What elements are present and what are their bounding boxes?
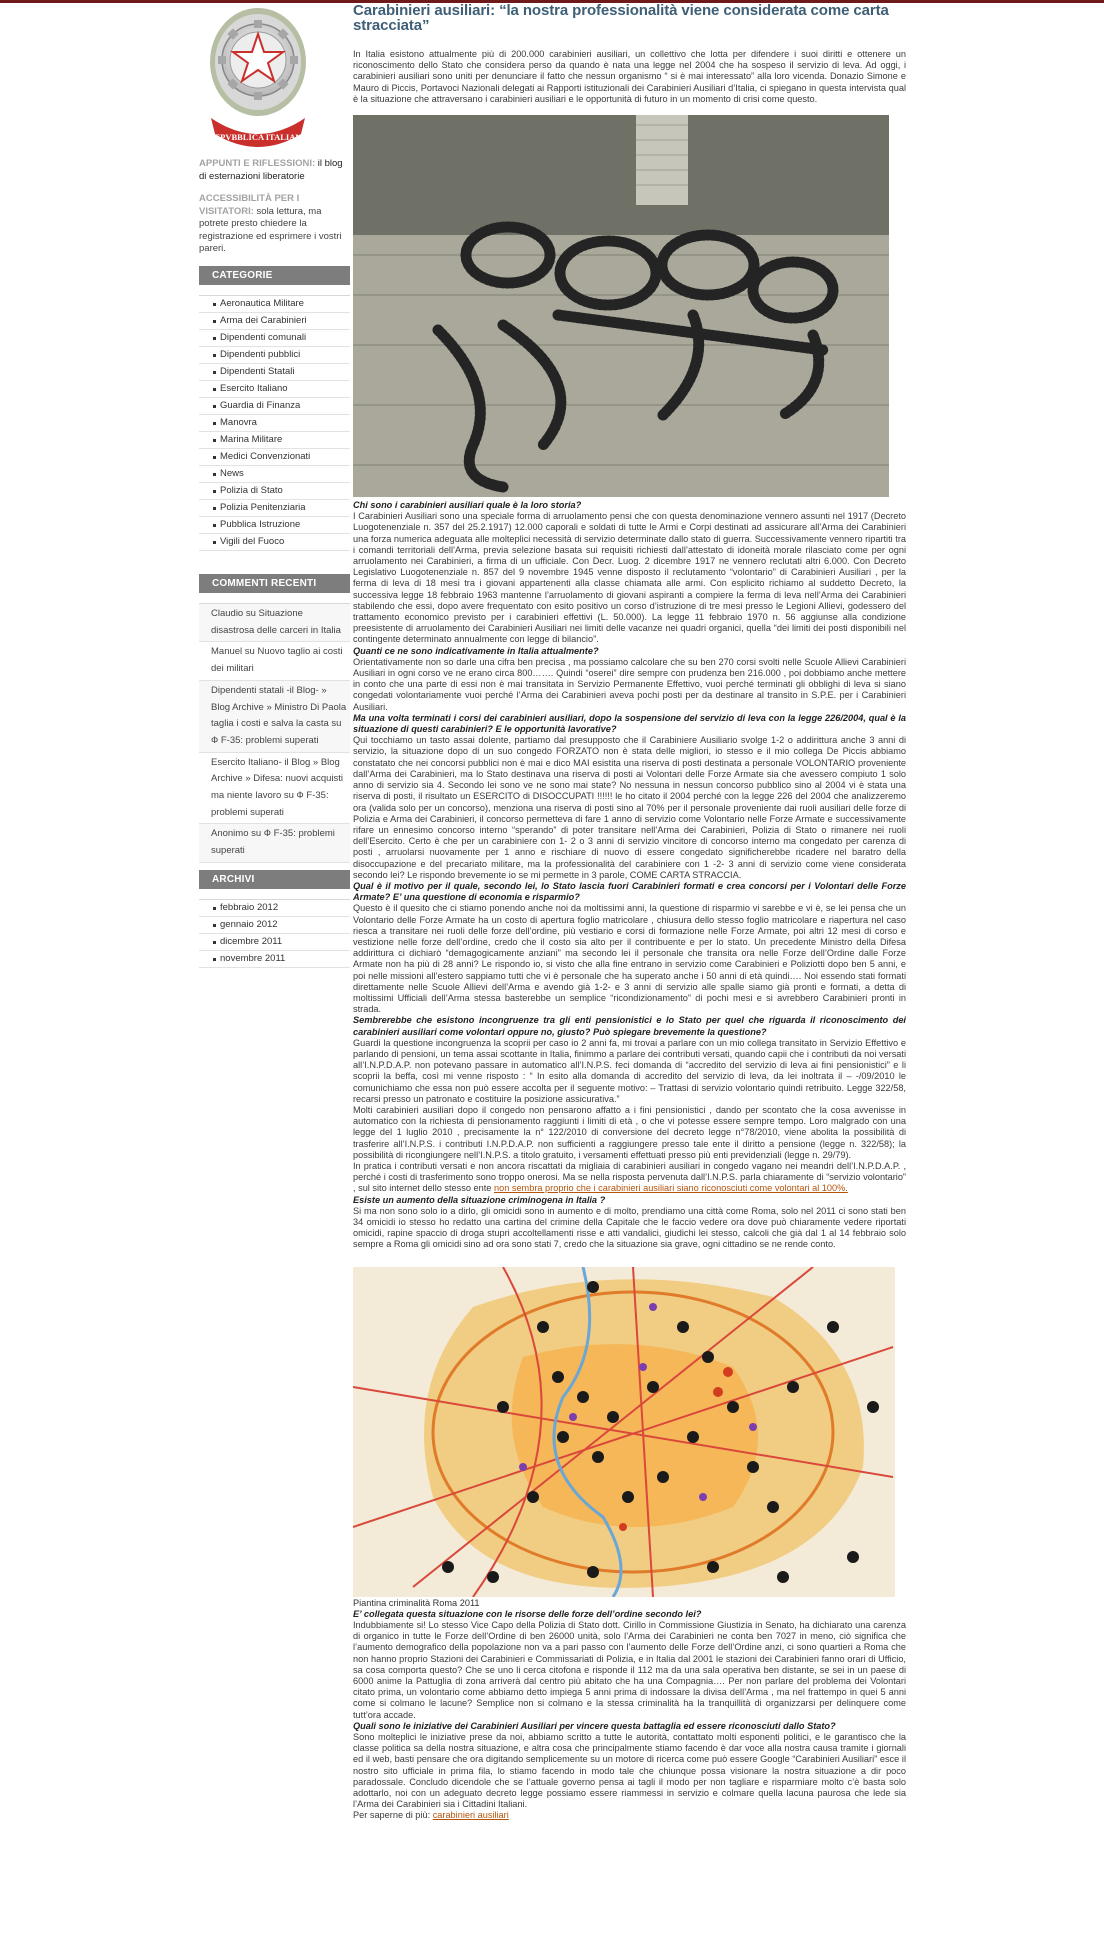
comments-section xyxy=(199,574,350,863)
category-item[interactable]: Arma dei Carabinieri xyxy=(199,313,350,330)
republic-emblem-icon xyxy=(205,0,311,150)
emblem-ribbon-text: REPVBBLICA ITALIANA xyxy=(208,132,308,142)
category-item[interactable]: Marina Militare xyxy=(199,432,350,449)
category-item[interactable]: Polizia Penitenziaria xyxy=(199,500,350,517)
comment-item[interactable]: Dipendenti statali -il Blog- » Blog Archive » Ministro Di Paola taglia i costi e salva la casta su Ф F-35: problemi superati xyxy=(199,681,350,753)
archive-item[interactable]: dicembre 2011 xyxy=(199,934,350,951)
intro-access-text: sola lettura, ma potrete presto chiedere la registrazione ed esprimere i vostri pareri. xyxy=(199,205,342,254)
category-item[interactable]: Vigili del Fuoco xyxy=(199,534,350,551)
question-6: Esiste un aumento della situazione criminogena in Italia ? xyxy=(353,1194,606,1205)
answer-5b: Molti carabinieri ausiliari dopo il congedo non pensarono affatto a i fini pensionistici , dando per scontato che la cosa avvenisse in automatico con la richiesta di pensionamento raggiunti i limiti di età , o che vi potesse essere sempre tempo. Loro malgrado con una legge del 1 luglio 2010 , precisamente la n° 122/2010 di conversione del decreto legge n°78/2010, viene abolita la possibilità di trasferire all’I.N.P.S. i contributi I.N.P.D.A.P. non sufficienti a raggiungere presso tale ente il diritto a pensione (legge n. 322/58); la possibilità di ricongiungere nell’I.N.P.S. a titolo gratuito, i versamenti effettuati presso più enti previdenziali (legge n. 29/79). xyxy=(353,1104,906,1160)
question-3: Ma una volta terminati i corsi dei carabinieri ausiliari, dopo la sospensione del servizio di leva con la legge 226/2004, qual è la situazione di questi carabinieri? E le opportunità lavorative? xyxy=(353,712,906,735)
answer-3: Qui tocchiamo un tasto assai dolente, partiamo dal presupposto che il Carabiniere Ausiliario svolge 1-2 o addirittura anche 3 anni di servizio, la situazione dopo di un suo congedo FORZATO non è stata delle migliori, io stesso e il mio collega De Piccis abbiamo constatato che nei concorsi pubblici non è mai e dico MAI esistita una riserva di posti destinata a personale VOLONTARIO proveniente dall’Arma dei Carabinieri, ma lo Stato destinava una riserva di posti ai Volontari delle Forze Armate sia che avessero compiuto 1 solo anno di servizio sia 4. Secondo lei sono ve ne sono mai state? No nessuna in nessun concorso pubblico sino al 2004 vi è stata una riserva di posti, il risultato un ESERCITO di DISOCCUPATI !!!!!! le ho citato il 2004 perché con la legge 226 del 2004 che analizzeremo ora (valida solo per un concorso), menziona una riserva di posti sino al 70% per il personale proveniente dai ruoli ausiliari delle forze di Polizia e Arma dei Carabinieri, il concorso permetteva di fare 1 anno di servizio come Volontario nelle Forze Armate e successivamente rifare un ennesimo concorso interno “sperando” di poter transitare nell’Arma dei Carabinieri, Polizia di Stato o rimanere nei ruoli dell’Esercito. Certo è che per un carabiniere con 1- 2 o 3 anni di servizio vincitore di concorso interno ma congedato per carenza di posti , arruolarsi nuovamente per 1 anno e rischiare di nuovo di essere congedato significherebbe ricadere nel baratro della disoccupazione e del precariato militare, ma la professionalità del carabiniere con 1 -2- 3 anni di servizio come viene considerata secondo lei? Le rispondo brevemente io se mi permette in 3 parole, COME CARTA STRACCIA. xyxy=(353,735,906,880)
categories-section xyxy=(199,266,350,551)
archive-item[interactable]: novembre 2011 xyxy=(199,951,350,968)
comments-header: COMMENTI RECENTI xyxy=(199,574,350,593)
more-info: Per saperne di più: carabinieri ausiliari xyxy=(353,1810,509,1821)
question-8: Quali sono le iniziative dei Carabinieri Ausiliari per vincere questa battaglia ed essere riconosciuti dallo Stato? xyxy=(353,1720,836,1731)
intro-blog xyxy=(199,158,350,183)
archive-item[interactable]: febbraio 2012 xyxy=(199,900,350,917)
category-item[interactable]: Dipendenti Statali xyxy=(199,364,350,381)
categories-header: CATEGORIE xyxy=(199,266,350,285)
category-item[interactable]: Manovra xyxy=(199,415,350,432)
answer-4: Questo è il quesito che ci stiamo ponendo anche noi da moltissimi anni, la questione di risparmio vi sarebbe e vi è, se lei pensa che un Volontario delle Forze Armate ha un costo di apertura foglio matricolare , chiusura dello stesso foglio matricolare e riapertura nel caso riesca a transitare nei ruoli delle forze dell’ordine, più vestiario e corsi di formazione nelle Forze Armate, poi altri 12 mesi di corso e vestizione nelle forze dell’ordine, credo che il costo sia alto per il contribuente e per lo stato. Un precedente Ministro della Difesa addirittura ci dichiarò “demagogicamente anziani” ma secondo lei il personale che transita ora nelle Forze dell’Ordine dalle Forze Armate non ha più di 28 anni? Le rispondo io, si visto che alla fine entrano in servizio come Carabinieri e Poliziotti dopo ben 5 anni, e poi nelle missioni all’estero sappiamo tutti che vi è personale che ha superato anche i 50 anni di età quindi…. Noi essendo stati formati direttamente nelle Scuole Allievi dell’Arma e avendo già 1-2- e 3 anni di servizio alle spalle siamo già pronti e formati, a detta di moltissimi Ufficiali dell’Arma stessa basterebbe un semplice “ricondizionamento” di pochi mesi e si avrebbero Carabinieri pronti in strada. xyxy=(353,903,906,1015)
archives-header: ARCHIVI xyxy=(199,870,350,889)
question-2: Quanti ce ne sono indicativamente in Italia attualmente? xyxy=(353,645,599,656)
intro-blog-label: APPUNTI E RIFLESSIONI: xyxy=(199,158,316,169)
comment-item[interactable]: Anonimo su Ф F-35: problemi superati xyxy=(199,824,350,862)
question-4: Qual è il motivo per il quale, secondo lei, lo Stato lascia fuori Carabinieri formati e crea concorsi per i Volontari delle Forze Armate? E’ una questione di economia e risparmio? xyxy=(353,880,906,903)
category-item[interactable]: Dipendenti comunali xyxy=(199,330,350,347)
answer-2: Orientativamente non so darle una cifra ben precisa , ma possiamo calcolare che su ben 270 corsi svolti nelle Scuole Allievi Carabinieri Ausiliari in ogni corso ve ne erano circa 800……. Quindi “oserei” dire sempre con prudenza ben 216.000 , poi dobbiamo anche mettere in conto che una parte di essi non è mai transitata in Servizio Permanente Effettivo, vuoi perché terminati gli obblighi di leva si siano congedati volontariamente vuoi perché l’Arma dei Carabinieri aveva pochi posti per da destinare al transito in S.P.E. per i Carabinieri Ausiliari. xyxy=(353,656,906,712)
article xyxy=(353,0,906,1822)
answer-6: Si ma non sono solo io a dirlo, gli omicidi sono in aumento e di molto, prendiamo una città come Roma, solo nel 2011 ci sono stati ben 34 omicidi io stesso ho redatto una cartina del crimine della Capitale che le faccio vedere ora dove può chiaramente vedere riportati omicidi, rapine spaccio di droga stupri accoltellamenti risse e atti vandalici, giudichi lei stesso, calcoli che già dal 1 al 14 febbraio solo sempre a Roma gli omicidi sino ad ora sono stati 7, credo che la situazione sia grave, ogni cittadino se ne rende conto. xyxy=(353,1205,906,1250)
categories-list xyxy=(199,295,350,551)
comments-list xyxy=(199,603,350,863)
answer-8: Sono molteplici le iniziative prese da noi, abbiamo scritto a tutte le autorità, contattato molti esponenti politici, e le garantisco che la classe politica sa della nostra situazione, e altra cosa che principalmente stiamo facendo è dar voce alla nostra causa tramite i giornali ed il web, basti pensare che ora digitando semplicemente su un motore di ricerca come può essere Google “Carabinieri Ausiliari” esce il nostro sito ufficiale in prima fila, lo stiamo facendo in modo tale che chiunque possa visionare la nostra situazione a dir poco paradossale. Concludo dicendole che se l’attuale governo pensa ai tagli il modo per non tagliare e risparmiare molto c’è basta solo adottarlo, noi con un adeguato decreto legge possiamo essere riammessi in servizio e colmare quella lacuna paurosa che lede sia l’Arma dei Carabinieri sia i Cittadini Italiani. xyxy=(353,1732,906,1810)
category-item[interactable]: News xyxy=(199,466,350,483)
intro-access-label: ACCESSIBILITÀ PER I VISITATORI: xyxy=(199,193,300,217)
category-item[interactable]: Esercito Italiano xyxy=(199,381,350,398)
category-item[interactable]: Guardia di Finanza xyxy=(199,398,350,415)
archives-section xyxy=(199,870,350,968)
category-item[interactable]: Pubblica Istruzione xyxy=(199,517,350,534)
archives-list xyxy=(199,899,350,968)
carabinieri-formation-photo xyxy=(353,115,889,497)
category-item[interactable]: Dipendenti pubblici xyxy=(199,347,350,364)
answer-7: Indubbiamente si! Lo stesso Vice Capo della Polizia di Stato dott. Cirillo in Commissione Giustizia in Senato, ha dichiarato una carenza di organico in tutte le Forze dell’Ordine di ben 26000 unità, solo l’Arma dei Carabinieri ne conta ben 7027 in meno, ciò significa che l’aumento demografico della popolazione non va a pari passo con l’aumento delle Forze dell’Ordine anzi, ci sono quartieri a Roma che non hanno proprio Stazioni dei Carabinieri e Commissariati di Polizia, e in Italia dal 2001 le stazioni dei Carabinieri fanno orari di Ufficio, sa cosa comporta questo? Che se uno li cerca citofona e risponde il 112 ma da una sala operativa ben distante, se sei in un paese di 6000 anime la Pattuglia di zona arriverà dal centro più abitato che ha una Compagnia…. Per non parlare del problema dei Volontari citato prima, un volontario come abbiamo detto impiega 5 anni prima di indossare la divisa dell’Arma , ma nel frattempo in quei 5 anni come si colmano le lacune? Semplice non si colmano e la stessa criminalità ha la tranquillità di organizzarsi per delinquere come tutt’ora accade. xyxy=(353,1620,906,1720)
map-caption: Piantina criminalità Roma 2011 xyxy=(353,1597,480,1608)
more-info-link[interactable]: carabinieri ausiliari xyxy=(432,1810,509,1821)
rome-crime-map xyxy=(353,1267,895,1597)
category-item[interactable]: Medici Convenzionati xyxy=(199,449,350,466)
article-intro: In Italia esistono attualmente più di 200.000 carabinieri ausiliari, un collettivo che lotta per difendere i suoi diritti e ottenere un riconoscimento dello Stato che considera perso da quando è nata una legge nel 2004 che ha sospeso il servizio di leva. Ad oggi, i carabinieri ausiliari sono uniti per denunciare il fatto che nessun organismo “ si è mai interessato” alla loro vicenda. Donazio Simone e Mauro di Piccis, Portavoci Nazionali delegati ai Rapporti istituzionali dei Carabinieri Ausiliari d’Italia, ci spiegano in questa intervista qual è la situazione che attraversano i carabinieri ausiliari e le opportunità di futuro in un momento di crisi come questo. xyxy=(353,49,906,104)
comment-item[interactable]: Claudio su Situazione disastrosa delle carceri in Italia xyxy=(199,604,350,642)
comment-item[interactable]: Esercito Italiano- il Blog » Blog Archive » Difesa: nuovi acquisti ma niente lavoro su Ф F-35: problemi superati xyxy=(199,753,350,825)
answer-1: I Carabinieri Ausiliari sono una speciale forma di arruolamento pensi che con questa denominazione vennero assunti nel 1917 (Decreto Luogotenenziale n. 357 del 25.2.1917) 12.000 caporali e soldati di tutte le Armi e Corpi destinati ad assicurare all’Arma dei Carabinieri una forza numerica adeguata alle molteplici necessità di servizio determinate dallo stato di guerra. Successivamente vennero ripartiti tra i comandi territoriali dell’Arma, previa selezione basata sui requisiti richiesti dall’attestato di idoneità morale rilasciato come per ogni arruolamento nei Carabinieri, a firma di un ufficiale. Con Decr. Luog. 2 dicembre 1917 ne vennero reclutati altri 6.000. Con Decreto Legislativo Luogotenenziale n. 857 del 9 novembre 1945 venne disposto il reclutamento “volontario” di Carabinieri Ausiliari , per la ferma di leva di 18 mesi tra i giovani appartenenti alla classe chiamata alle armi. Con esplicito richiamo al suddetto Decreto, la successiva legge 18 febbraio 1963 mantenne l’arruolamento di giovani aspiranti a compiere la ferma di leva nell’Arma dei Carabinieri stabilendo che essi, dopo avere frequentato con esito positivo un corso d’istruzione di tre mesi presso le Legioni Allievi, godessero del trattamento economico previsto per i carabinieri effettivi (L. 50.000). La legge 11 febbraio 1970 n. 56 aggiunse alla condizione preesistente di arruolamento dei Carabinieri Ausiliari nei limiti delle vacanze nei quadri organici, quella “dei limiti dei posti disponibili nel contingente determinato annualmente con legge di bilancio”. xyxy=(353,511,906,645)
comment-item[interactable]: Manuel su Nuovo taglio ai costi dei militari xyxy=(199,642,350,680)
inps-link[interactable]: non sembra proprio che i carabinieri ausiliari siano riconosciuti come volontari al 100%. xyxy=(493,1183,848,1194)
archive-item[interactable]: gennaio 2012 xyxy=(199,917,350,934)
question-5: Sembrerebbe che esistono incongruenze tra gli enti pensionistici e lo Stato per quel che riguarda il riconoscimento dei carabinieri ausiliari come volontari oppure no, giusto? Può spiegare brevemente la questione? xyxy=(353,1015,906,1037)
intro-blog-link[interactable]: il blog di esternazioni liberatorie xyxy=(199,158,343,182)
category-item[interactable]: Polizia di Stato xyxy=(199,483,350,500)
intro-access xyxy=(199,193,350,256)
answer-5c: In pratica i contributi versati e non ancora riscattati da migliaia di carabinieri ausiliari in congedo vagano nei meandri dell’I.N.P.D.A.P. , perché i costi di trasferimento sono troppo onerosi. Ma se nella risposta pervenuta dall’I.N.P.S. parla chiaramente di “servizio volontario” , sul sito internet dello stesso ente non sembra proprio che i carabinieri ausiliari siano riconosciuti come volontari al 100%. xyxy=(353,1161,906,1194)
question-1: Chi sono i carabinieri ausiliari quale è la loro storia? xyxy=(353,500,582,511)
question-7: E’ collegata questa situazione con le risorse delle forze dell’ordine secondo lei? xyxy=(353,1608,702,1619)
answer-5a: Guardi la questione incongruenza la scoprii per caso io 2 anni fa, mi trovai a parlare con un mio collega transitato in Servizio Effettivo e parlando di pensioni, un tema assai scottante in Italia, finimmo a parlare dei contributi versati, quando capii che i contributi da noi versati all’I.N.P.D.A.P. non potevano passare in automatico all’I.N.P.S. feci domanda di “accredito del servizio di leva ai fini pensionistici” e li scoprii la beffa, così mi venne risposto : “ In esito alla domanda di accredito del servizio di leva, da lei inoltrata il – -/09/2010 le comunichiamo che essa non può essere accolta per il seguente motivo: – Trattasi di servizio volontario quindi retribuito. Legge 322/58, recarsi presso un patronato e costituire la posizione assicurativa.” xyxy=(353,1037,906,1104)
sidebar-intro xyxy=(199,158,350,266)
article-body xyxy=(353,49,906,1822)
category-item[interactable]: Aeronautica Militare xyxy=(199,296,350,313)
article-title: Carabinieri ausiliari: “la nostra professionalità viene considerata come carta stracciata” xyxy=(353,2,889,34)
